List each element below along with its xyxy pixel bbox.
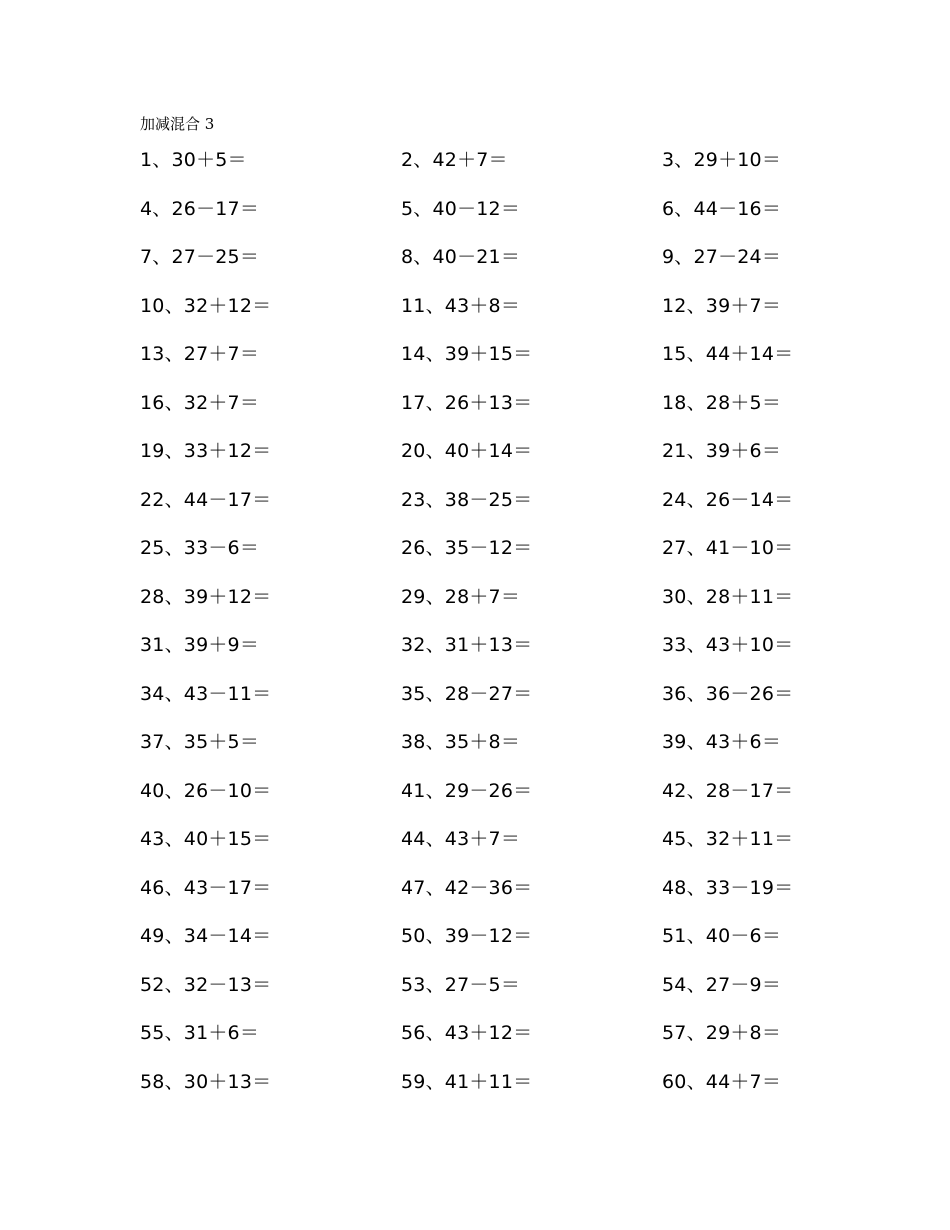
problem-34: 34、43－11＝ [140,682,272,705]
problem-17: 17、26＋13＝ [401,391,533,414]
problem-35: 35、28－27＝ [401,682,533,705]
problem-15: 15、44＋14＝ [662,343,794,365]
problem-13: 13、27＋7＝ [140,343,260,365]
problem-8: 8、40－21＝ [401,246,521,268]
problem-37: 37、35＋5＝ [140,731,260,753]
problem-57: 57、29＋8＝ [662,1022,782,1044]
problem-27: 27、41－10＝ [662,537,794,559]
worksheet-title: 加减混合 3 [140,115,215,133]
problem-53: 53、27－5＝ [401,973,521,996]
problem-60: 60、44＋7＝ [662,1070,782,1093]
problem-28: 28、39＋12＝ [140,585,272,608]
problem-1: 1、30＋5＝ [140,149,247,171]
problem-11: 11、43＋8＝ [401,294,521,317]
problem-38: 38、35＋8＝ [401,731,521,753]
problem-58: 58、30＋13＝ [140,1070,272,1093]
problem-49: 49、34－14＝ [140,925,272,947]
problem-16: 16、32＋7＝ [140,391,260,414]
problem-48: 48、33－19＝ [662,876,794,899]
problem-29: 29、28＋7＝ [401,585,521,608]
problem-36: 36、36－26＝ [662,682,794,705]
problem-3: 3、29＋10＝ [662,149,782,171]
problem-5: 5、40－12＝ [401,197,521,220]
problem-50: 50、39－12＝ [401,925,533,947]
problem-grid [140,146,840,1116]
problem-25: 25、33－6＝ [140,537,260,559]
problem-9: 9、27－24＝ [662,246,782,268]
problem-44: 44、43＋7＝ [401,828,521,850]
problem-10: 10、32＋12＝ [140,294,272,317]
problem-55: 55、31＋6＝ [140,1022,260,1044]
problem-54: 54、27－9＝ [662,973,782,996]
problem-32: 32、31＋13＝ [401,634,533,656]
problem-52: 52、32－13＝ [140,973,272,996]
problem-22: 22、44－17＝ [140,488,272,511]
problem-21: 21、39＋6＝ [662,440,782,462]
problem-59: 59、41＋11＝ [401,1070,533,1093]
problem-6: 6、44－16＝ [662,197,782,220]
problem-46: 46、43－17＝ [140,876,272,899]
problem-18: 18、28＋5＝ [662,391,782,414]
problem-47: 47、42－36＝ [401,876,533,899]
problem-39: 39、43＋6＝ [662,731,782,753]
problem-43: 43、40＋15＝ [140,828,272,850]
problem-56: 56、43＋12＝ [401,1022,533,1044]
problem-12: 12、39＋7＝ [662,294,782,317]
problem-4: 4、26－17＝ [140,197,260,220]
problem-7: 7、27－25＝ [140,246,260,268]
problem-33: 33、43＋10＝ [662,634,794,656]
problem-26: 26、35－12＝ [401,537,533,559]
problem-23: 23、38－25＝ [401,488,533,511]
problem-2: 2、42＋7＝ [401,149,508,171]
problem-19: 19、33＋12＝ [140,440,272,462]
problem-24: 24、26－14＝ [662,488,794,511]
problem-14: 14、39＋15＝ [401,343,533,365]
problem-30: 30、28＋11＝ [662,585,794,608]
problem-42: 42、28－17＝ [662,779,794,802]
problem-45: 45、32＋11＝ [662,828,794,850]
problem-20: 20、40＋14＝ [401,440,533,462]
problem-51: 51、40－6＝ [662,925,782,947]
problem-31: 31、39＋9＝ [140,634,260,656]
problem-41: 41、29－26＝ [401,779,533,802]
problem-40: 40、26－10＝ [140,779,272,802]
